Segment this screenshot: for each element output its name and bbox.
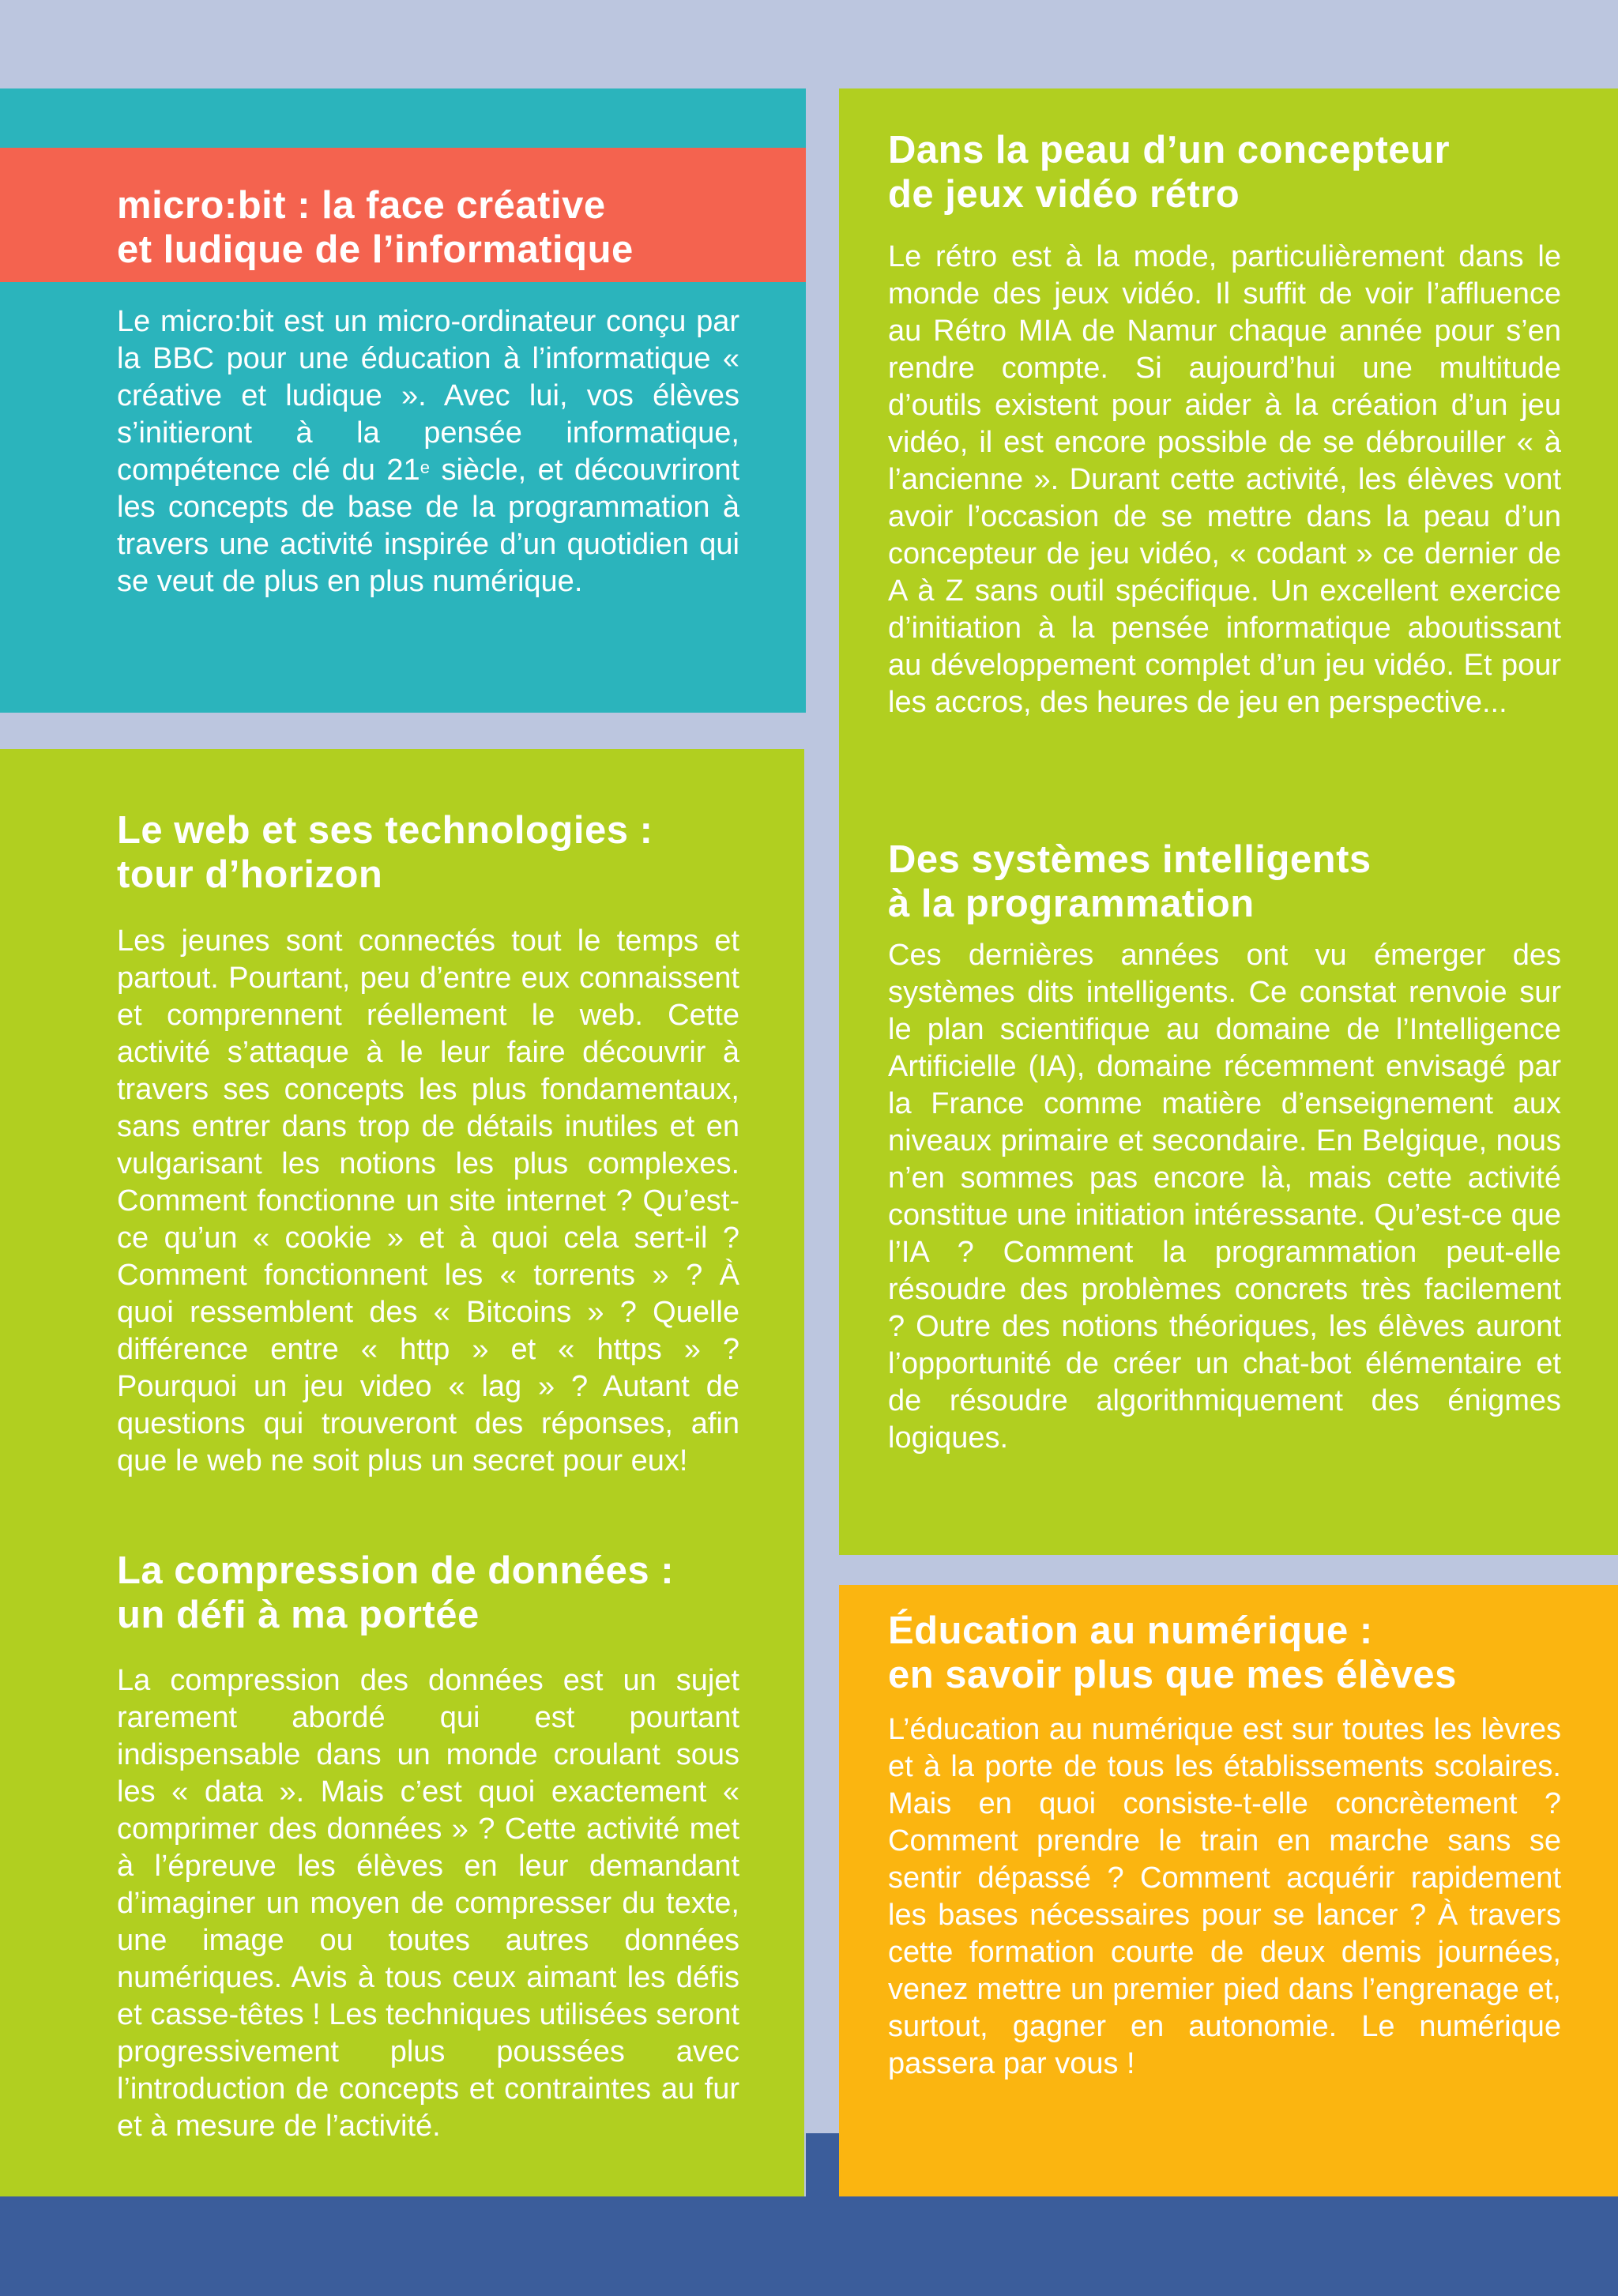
retro-title-line2: de jeux vidéo rétro	[888, 173, 1240, 216]
retro-title	[888, 128, 1583, 216]
web-title-line2: tour d’horizon	[117, 853, 383, 896]
right-green-panel	[839, 88, 1618, 1555]
compression-title	[117, 1549, 765, 1637]
microbit-title	[117, 183, 806, 272]
microbit-title-bar	[0, 148, 806, 282]
education-title-line1: Éducation au numérique :	[888, 1609, 1373, 1652]
navy-strip	[806, 2133, 841, 2204]
retro-body: Le rétro est à la mode, particulièrement dans le monde des jeux vidéo. Il suffit de voir l’affluence au Rétro MIA de Namur chaque année pour s’en rendre compte. Si aujourd’hui une multitude d’outils existent pour aider à la création d’un jeu vidéo, il est encore possible de se débrouiller « à l’ancienne ». Durant cette activité, les élèves vont avoir l’occasion de se mettre dans la peau d’un concepteur de jeu vidéo, « codant » ce dernier de A à Z sans outil spécifique. Un excellent exercice d’initiation à la pensée informatique aboutissant au développement complet d’un jeu vidéo. Et pour les accros, des heures de jeu en perspective...	[888, 240, 1561, 719]
microbit-body-superscript: e	[420, 457, 430, 477]
ai-title-line2: à la programmation	[888, 883, 1255, 925]
education-title	[888, 1609, 1583, 1697]
compression-title-line1: La compression de données :	[117, 1549, 675, 1592]
education-panel	[839, 1585, 1618, 2196]
bottom-band	[0, 2196, 1618, 2296]
education-title-line2: en savoir plus que mes élèves	[888, 1654, 1457, 1696]
microbit-body	[117, 303, 739, 600]
ai-title-line1: Des systèmes intelligents	[888, 838, 1372, 881]
compression-title-line2: un défi à ma portée	[117, 1594, 480, 1636]
web-title-line1: Le web et ses technologies :	[117, 809, 653, 852]
microbit-body-part2: siècle, et découvriront les concepts de base de la programmation à travers une activité inspirée d’un quotidien qui se veut de plus en plus numérique.	[117, 454, 739, 598]
web-body: Les jeunes sont connectés tout le temps et partout. Pourtant, peu d’entre eux connaissent et comprennent réellement le web. Cette activité s’attaque à le leur faire découvrir à travers ses concepts les plus fondamentaux, sans entrer dans trop de détails inutiles et en vulgarisant les notions les plus complexes. Comment fonctionne un site internet ? Qu’est-ce qu’un « cookie » et à quoi cela sert-il ? Comment fonctionnent les « torrents » ? À quoi ressemblent des « Bitcoins » ? Quelle différence entre « http » et « https » ? Pourquoi un jeu video « lag » ? Autant de questions qui trouveront des réponses, afin que le web ne soit plus un secret pour eux!	[117, 924, 739, 1477]
microbit-body-part1: Le micro:bit est un micro-ordinateur conçu par la BBC pour une éducation à l’informatique « créative et ludique ». Avec lui, vos élèves s’initieront à la pensée informatique, compétence clé du 21	[117, 305, 739, 487]
microbit-panel	[0, 88, 806, 713]
microbit-title-line1: micro:bit : la face créative	[117, 184, 606, 227]
web-title	[117, 808, 749, 897]
retro-title-line1: Dans la peau d’un concepteur	[888, 129, 1451, 171]
left-green-panel	[0, 749, 804, 2196]
microbit-title-line2: et ludique de l’informatique	[117, 228, 634, 271]
compression-body: La compression des données est un sujet rarement abordé qui est pourtant indispensable dans un monde croulant sous les « data ». Mais c’est quoi exactement « comprimer des données » ? Cette activité met à l’épreuve les élèves en leur demandant d’imaginer un moyen de compresser du texte, une image ou toutes autres données numériques. Avis à tous ceux aimant les défis et casse-têtes ! Les techniques utilisées seront progressivement plus poussées avec l’introduction de concepts et contraintes au fur et à mesure de l’activité.	[117, 1664, 739, 2143]
education-body: L’éducation au numérique est sur toutes les lèvres et à la porte de tous les établissements scolaires. Mais en quoi consiste-t-elle concrètement ? Comment prendre le train en marche sans se sentir dépassé ? Comment acquérir rapidement les bases nécessaires pour se lancer ? À travers cette formation courte de deux demis journées, venez mettre un premier pied dans l’engrenage et, surtout, gagner en autonomie. Le numérique passera par vous !	[888, 1713, 1561, 2080]
ai-body: Ces dernières années ont vu émerger des systèmes dits intelligents. Ce constat renvoie sur le plan scientifique au domaine de l’Intelligence Artificielle (IA), domaine récemment envisagé par la France comme matière d’enseignement aux niveaux primaire et secondaire. En Belgique, nous n’en sommes pas encore là, mais cette activité constitue une initiation intéressante. Qu’est-ce que l’IA ? Comment la programmation peut-elle résoudre des problèmes concrets très facilement ? Outre des notions théoriques, les élèves auront l’opportunité de créer un chat-bot élémentaire et de résoudre algorithmiquement des énigmes logiques.	[888, 939, 1561, 1455]
ai-title	[888, 837, 1583, 926]
